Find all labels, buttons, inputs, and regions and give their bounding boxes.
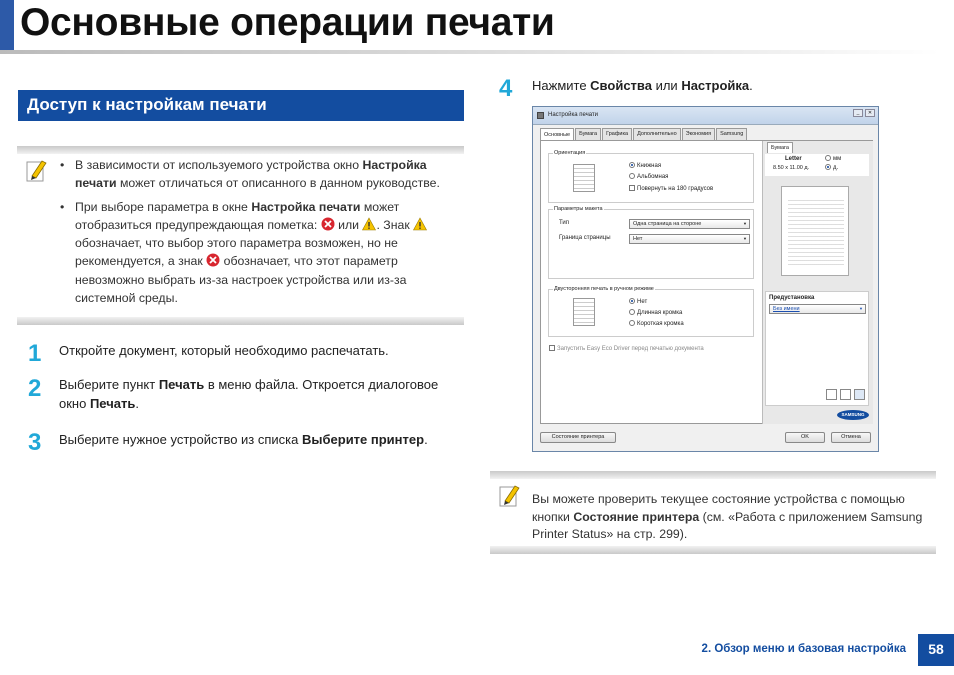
samsung-logo: SAMSUNG: [837, 410, 869, 420]
tab-advanced[interactable]: Дополнительно: [633, 128, 681, 140]
note-text: Вы можете проверить текущее состояние устройства с помощью кнопки Состояние принтера (см. «Работа с приложением Samsung Printer Status» на стр. 299).: [532, 492, 923, 541]
radio-duplex-none[interactable]: Нет: [629, 298, 647, 305]
page-number: 58: [918, 634, 954, 666]
footer-chapter: 2. Обзор меню и базовая настройка: [701, 643, 906, 655]
orientation-thumbnail: [573, 164, 595, 192]
radio-duplex-long[interactable]: Длинная кромка: [629, 309, 682, 316]
step-number: 2: [28, 375, 42, 402]
note-box: [490, 471, 936, 554]
type-label: Тип: [559, 220, 570, 226]
note-box: [17, 146, 464, 325]
printer-icon: [537, 112, 544, 119]
eco-checkbox[interactable]: Запустить Easy Eco Driver перед печатью документа: [549, 345, 704, 352]
radio-portrait[interactable]: Книжная: [629, 162, 661, 169]
step-text: Выберите нужное устройство из списка Выберите принтер.: [59, 432, 428, 447]
border-label: Граница страницы: [559, 235, 611, 241]
border-select[interactable]: Нет ▼: [629, 234, 750, 244]
section-header: Доступ к настройкам печати: [18, 90, 464, 121]
ok-button[interactable]: OK: [785, 432, 825, 443]
type-select[interactable]: Одна страница на стороне ▼: [629, 219, 750, 229]
close-icon[interactable]: ✕: [865, 109, 875, 117]
step-text: Откройте документ, который необходимо распечатать.: [59, 343, 389, 358]
note-item: • При выборе параметра в окне Настройка печати может отобразиться предупреждающая пометка: или . Знак обозначает, что выбор этого параметра возможен, но не рекомендуется, а знак обозначает, что этот параметр невозможно выбрать из-за настроек устройства или из-за системной среды.: [75, 198, 463, 308]
duplex-thumbnail: [573, 298, 595, 326]
dialog-titlebar: [533, 107, 878, 125]
warning-icon: [362, 217, 376, 231]
preview-pane: [762, 141, 873, 424]
page-title: Основные операции печати: [20, 1, 555, 44]
radio-duplex-short[interactable]: Короткая кромка: [629, 320, 684, 327]
unit-inch[interactable]: д.: [825, 164, 838, 171]
step-number: 4: [499, 75, 513, 102]
title-accent-bar: [0, 0, 14, 52]
presets-select[interactable]: Без имени ▼: [769, 304, 866, 314]
paper-info: Letter 8.50 x 11.00 д. мм д.: [765, 154, 869, 176]
presets-panel: Предустановка Без имени ▼: [765, 291, 869, 406]
unit-mm[interactable]: мм: [825, 155, 841, 162]
error-icon: [206, 253, 220, 267]
tab-basic[interactable]: Основные: [540, 128, 574, 140]
dialog-title: Настройка печати: [548, 112, 599, 118]
step-text: Выберите пункт Печать в меню файла. Откроется диалоговое окно Печать.: [59, 377, 439, 411]
note-list: [60, 156, 463, 312]
print-settings-dialog: [532, 106, 879, 452]
preset-save-icon[interactable]: [840, 389, 851, 400]
title-divider: [0, 50, 940, 54]
step-number: 1: [28, 340, 42, 367]
tab-graphics[interactable]: Графика: [602, 128, 632, 140]
duplex-group: Двусторонняя печать в ручном режиме Нет Длинная кромка Короткая кромка: [548, 289, 754, 337]
step-number: 3: [28, 429, 42, 456]
rotate-checkbox[interactable]: Повернуть на 180 градусов: [629, 185, 713, 192]
warning-icon: [413, 217, 427, 231]
preview-paper-tab[interactable]: Бумага: [767, 142, 793, 153]
minimize-icon[interactable]: _: [853, 109, 863, 117]
preset-add-icon[interactable]: [826, 389, 837, 400]
note-item: • В зависимости от используемого устройства окно Настройка печати может отличаться от описанного в данном руководстве.: [60, 158, 440, 191]
radio-landscape[interactable]: Альбомная: [629, 173, 668, 180]
printer-status-button[interactable]: Состояние принтера: [540, 432, 616, 443]
dialog-tabs: [540, 128, 748, 140]
cancel-button[interactable]: Отмена: [831, 432, 871, 443]
layout-group: Параметры макета Тип Одна страница на стороне ▼ Граница страницы Нет ▼: [548, 209, 754, 279]
orientation-group: Ориентация Книжная Альбомная Повернуть на 180 градусов: [548, 153, 754, 203]
step-text: Нажмите Свойства или Настройка.: [532, 78, 753, 93]
note-pencil-icon: [499, 482, 521, 508]
tab-samsung[interactable]: Samsung: [716, 128, 747, 140]
tab-panel: [540, 140, 873, 424]
error-icon: [321, 217, 335, 231]
tab-paper[interactable]: Бумага: [575, 128, 601, 140]
page-preview: [781, 186, 849, 276]
tab-eco[interactable]: Экономия: [682, 128, 715, 140]
preset-delete-icon[interactable]: [854, 389, 865, 400]
note-pencil-icon: [26, 157, 48, 183]
